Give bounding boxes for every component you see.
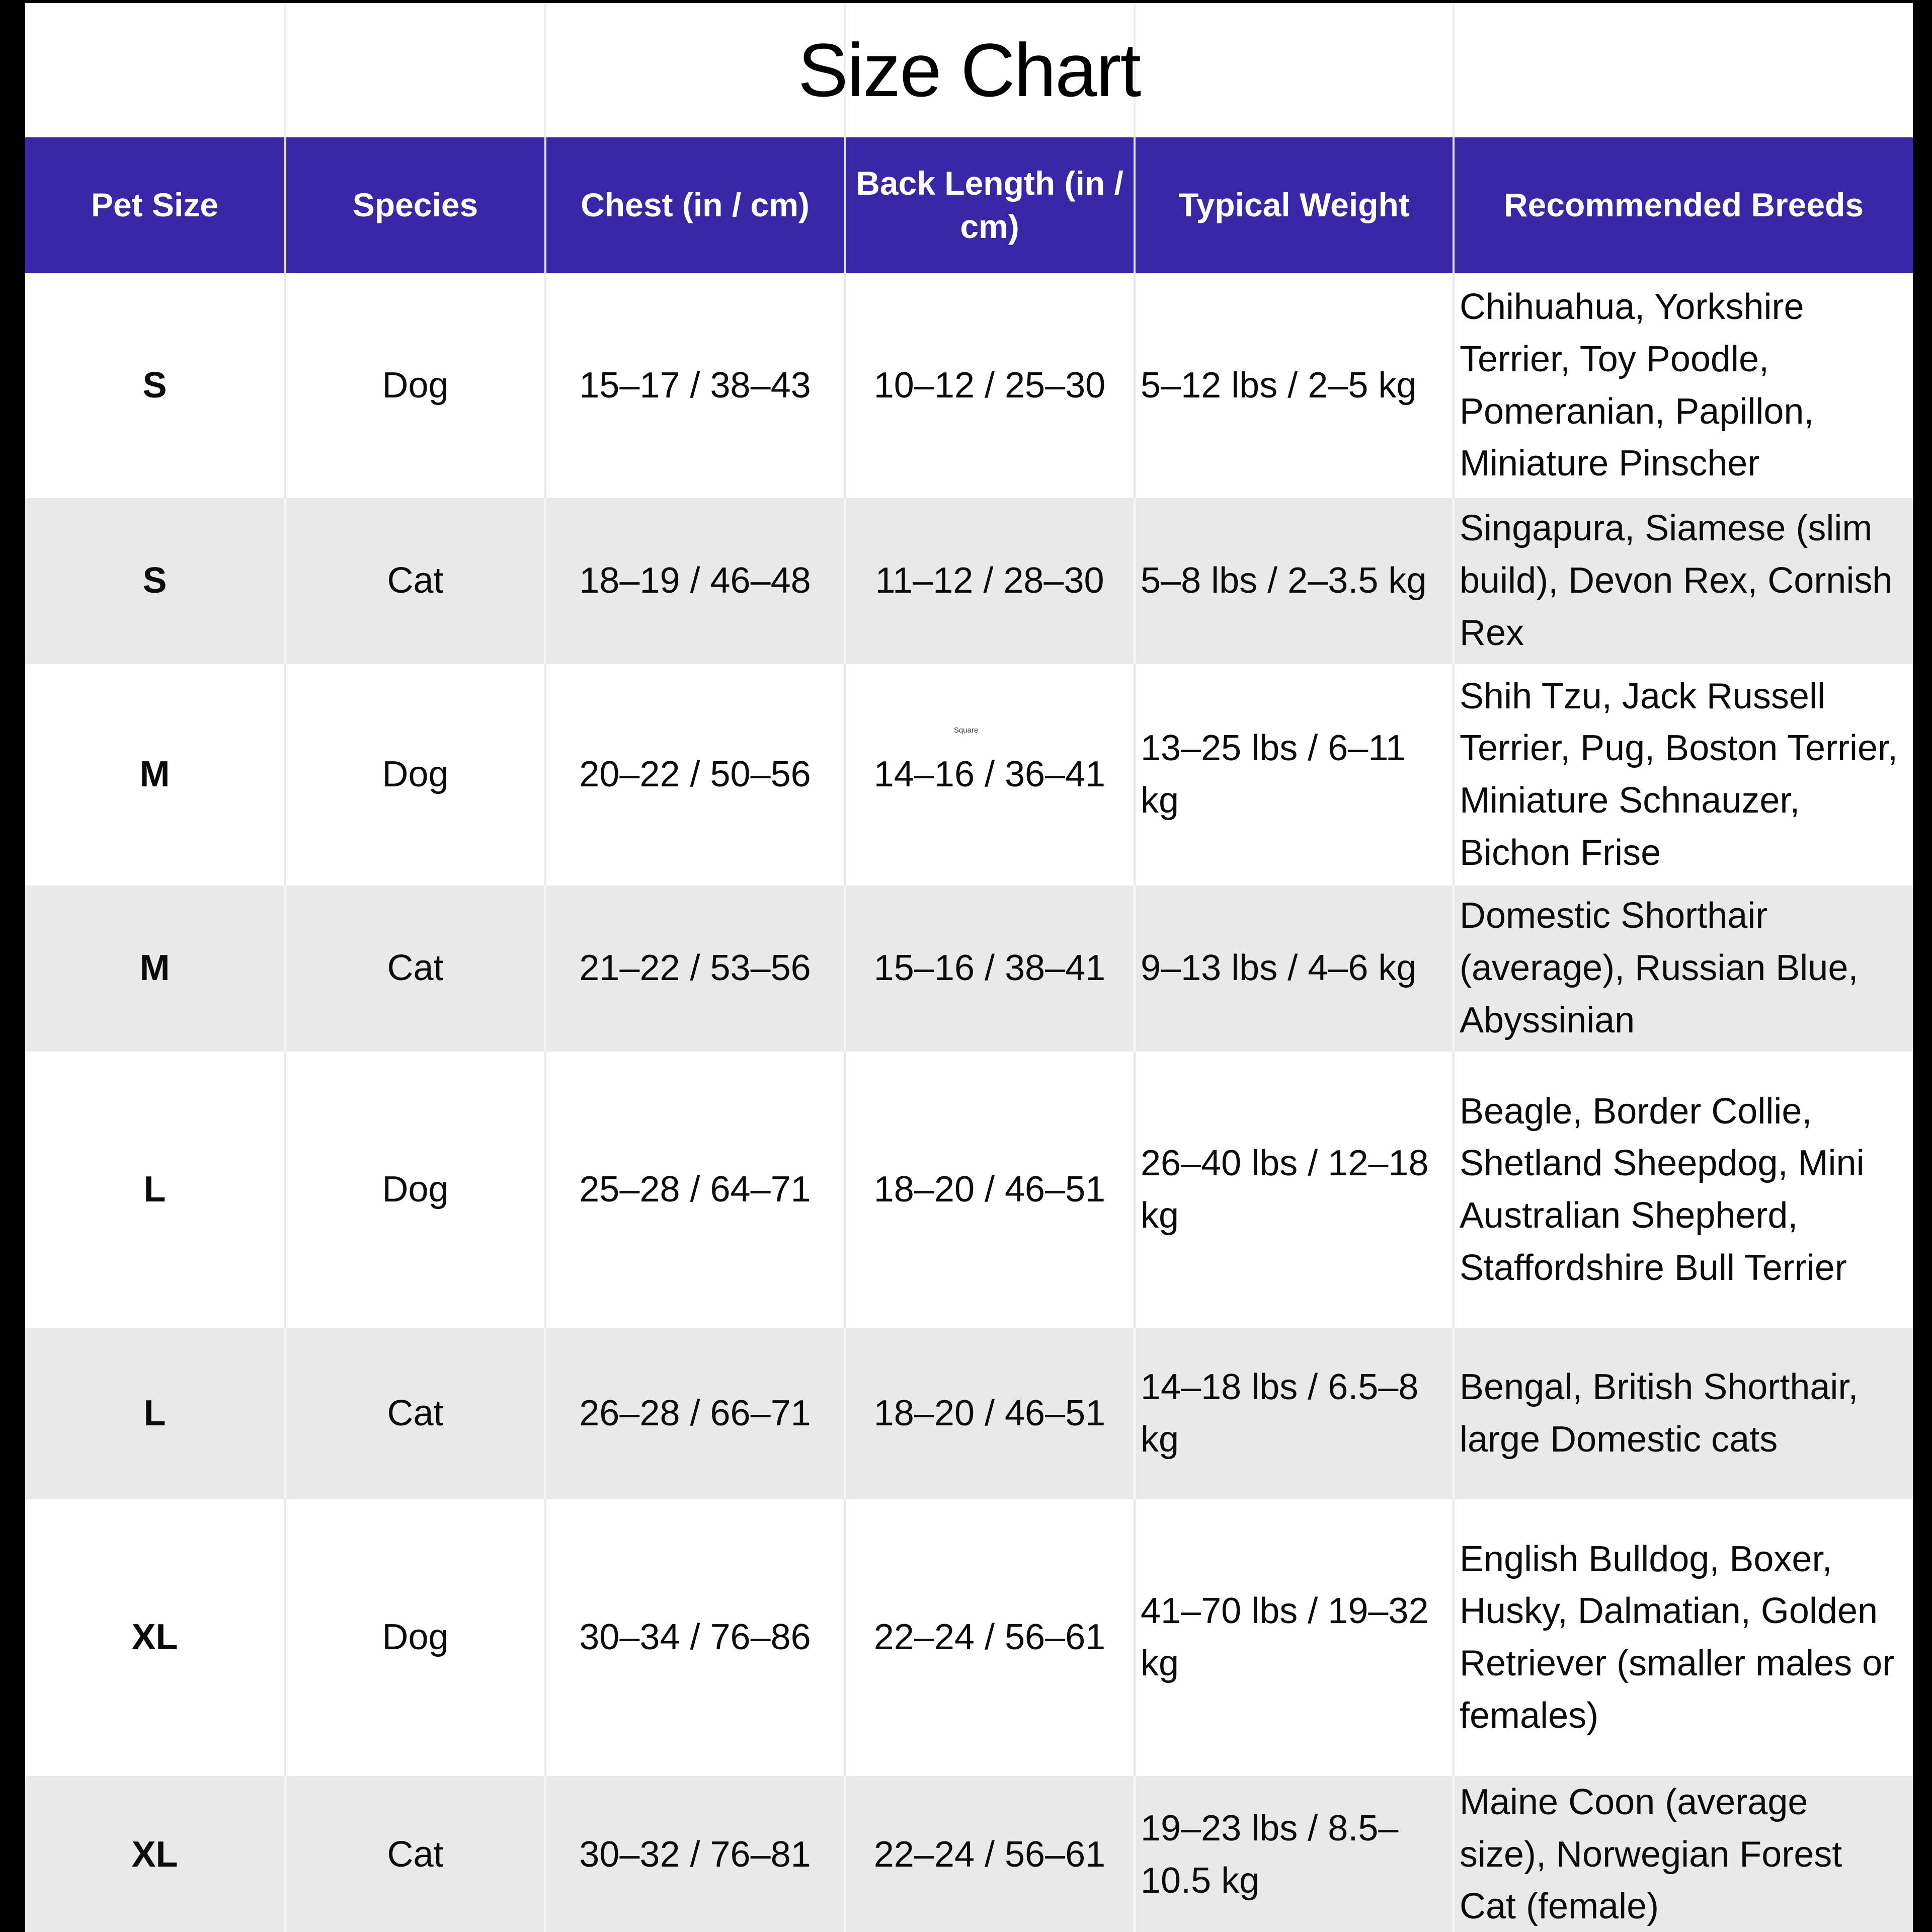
title-row-spacer <box>25 3 284 137</box>
cell-chest: 30–32 / 76–81 <box>544 1776 844 1932</box>
cell-size: S <box>25 273 284 498</box>
cell-size: L <box>25 1328 284 1499</box>
cell-size: L <box>25 1052 284 1328</box>
column-header-chest: Chest (in / cm) <box>544 137 844 273</box>
cell-back-length: 18–20 / 46–51 <box>844 1328 1134 1499</box>
cell-chest: 20–22 / 50–56 <box>544 664 844 886</box>
column-header-pet-size: Pet Size <box>25 137 284 273</box>
title-row-spacer <box>1453 3 1913 137</box>
cell-weight: 14–18 lbs / 6.5–8 kg <box>1134 1328 1453 1499</box>
cell-breeds: Bengal, British Shorthair, large Domestic cats <box>1453 1328 1913 1499</box>
column-header-recommended-breeds: Recommended Breeds <box>1453 137 1913 273</box>
cell-species: Cat <box>284 1776 544 1932</box>
cell-breeds: Chihuahua, Yorkshire Terrier, Toy Poodle, Pomeranian, Papillon, Miniature Pinscher <box>1453 273 1913 498</box>
column-header-species: Species <box>284 137 544 273</box>
cell-size: S <box>25 498 284 664</box>
cell-weight: 13–25 lbs / 6–11 kg <box>1134 664 1453 886</box>
title-row-spacer <box>544 3 844 137</box>
cell-chest: 30–34 / 76–86 <box>544 1499 844 1776</box>
column-header-back-length: Back Length (in / cm) <box>844 137 1134 273</box>
cell-back-length: 14–16 / 36–41 <box>844 664 1134 886</box>
cell-species: Dog <box>284 1499 544 1776</box>
cell-species: Cat <box>284 1328 544 1499</box>
cell-weight: 26–40 lbs / 12–18 kg <box>1134 1052 1453 1328</box>
size-chart-table <box>25 3 1913 1932</box>
cell-breeds: Shih Tzu, Jack Russell Terrier, Pug, Boston Terrier, Miniature Schnauzer, Bichon Frise <box>1453 664 1913 886</box>
cell-weight: 5–8 lbs / 2–3.5 kg <box>1134 498 1453 664</box>
cell-chest: 21–22 / 53–56 <box>544 886 844 1052</box>
cell-back-length: 22–24 / 56–61 <box>844 1776 1134 1932</box>
cell-back-length: 11–12 / 28–30 <box>844 498 1134 664</box>
page-title: Size Chart <box>797 28 1141 112</box>
cell-back-length: 18–20 / 46–51 <box>844 1052 1134 1328</box>
cell-chest: 18–19 / 46–48 <box>544 498 844 664</box>
cell-weight: 19–23 lbs / 8.5–10.5 kg <box>1134 1776 1453 1932</box>
cell-breeds: Singapura, Siamese (slim build), Devon Rex, Cornish Rex <box>1453 498 1913 664</box>
cell-species: Dog <box>284 1052 544 1328</box>
cell-back-length: 22–24 / 56–61 <box>844 1499 1134 1776</box>
cell-size: XL <box>25 1776 284 1932</box>
cell-species: Dog <box>284 664 544 886</box>
table-canvas <box>25 3 1913 1932</box>
cell-size: M <box>25 886 284 1052</box>
square-watermark: Square <box>953 726 979 735</box>
cell-species: Cat <box>284 498 544 664</box>
cell-back-length: 10–12 / 25–30 <box>844 273 1134 498</box>
cell-back-length: 15–16 / 38–41 <box>844 886 1134 1052</box>
cell-breeds: English Bulldog, Boxer, Husky, Dalmatian, Golden Retriever (smaller males or females) <box>1453 1499 1913 1776</box>
column-header-typical-weight: Typical Weight <box>1134 137 1453 273</box>
title-row-spacer <box>844 3 1134 137</box>
cell-chest: 15–17 / 38–43 <box>544 273 844 498</box>
cell-species: Cat <box>284 886 544 1052</box>
cell-weight: 9–13 lbs / 4–6 kg <box>1134 886 1453 1052</box>
cell-weight: 5–12 lbs / 2–5 kg <box>1134 273 1453 498</box>
title-row-spacer <box>1134 3 1453 137</box>
cell-size: XL <box>25 1499 284 1776</box>
cell-species: Dog <box>284 273 544 498</box>
cell-breeds: Maine Coon (average size), Norwegian Forest Cat (female) <box>1453 1776 1913 1932</box>
cell-weight: 41–70 lbs / 19–32 kg <box>1134 1499 1453 1776</box>
cell-breeds: Domestic Shorthair (average), Russian Blue, Abyssinian <box>1453 886 1913 1052</box>
cell-chest: 25–28 / 64–71 <box>544 1052 844 1328</box>
cell-chest: 26–28 / 66–71 <box>544 1328 844 1499</box>
cell-breeds: Beagle, Border Collie, Shetland Sheepdog, Mini Australian Shepherd, Staffordshire Bull Terrier <box>1453 1052 1913 1328</box>
title-row-spacer <box>284 3 544 137</box>
cell-size: M <box>25 664 284 886</box>
